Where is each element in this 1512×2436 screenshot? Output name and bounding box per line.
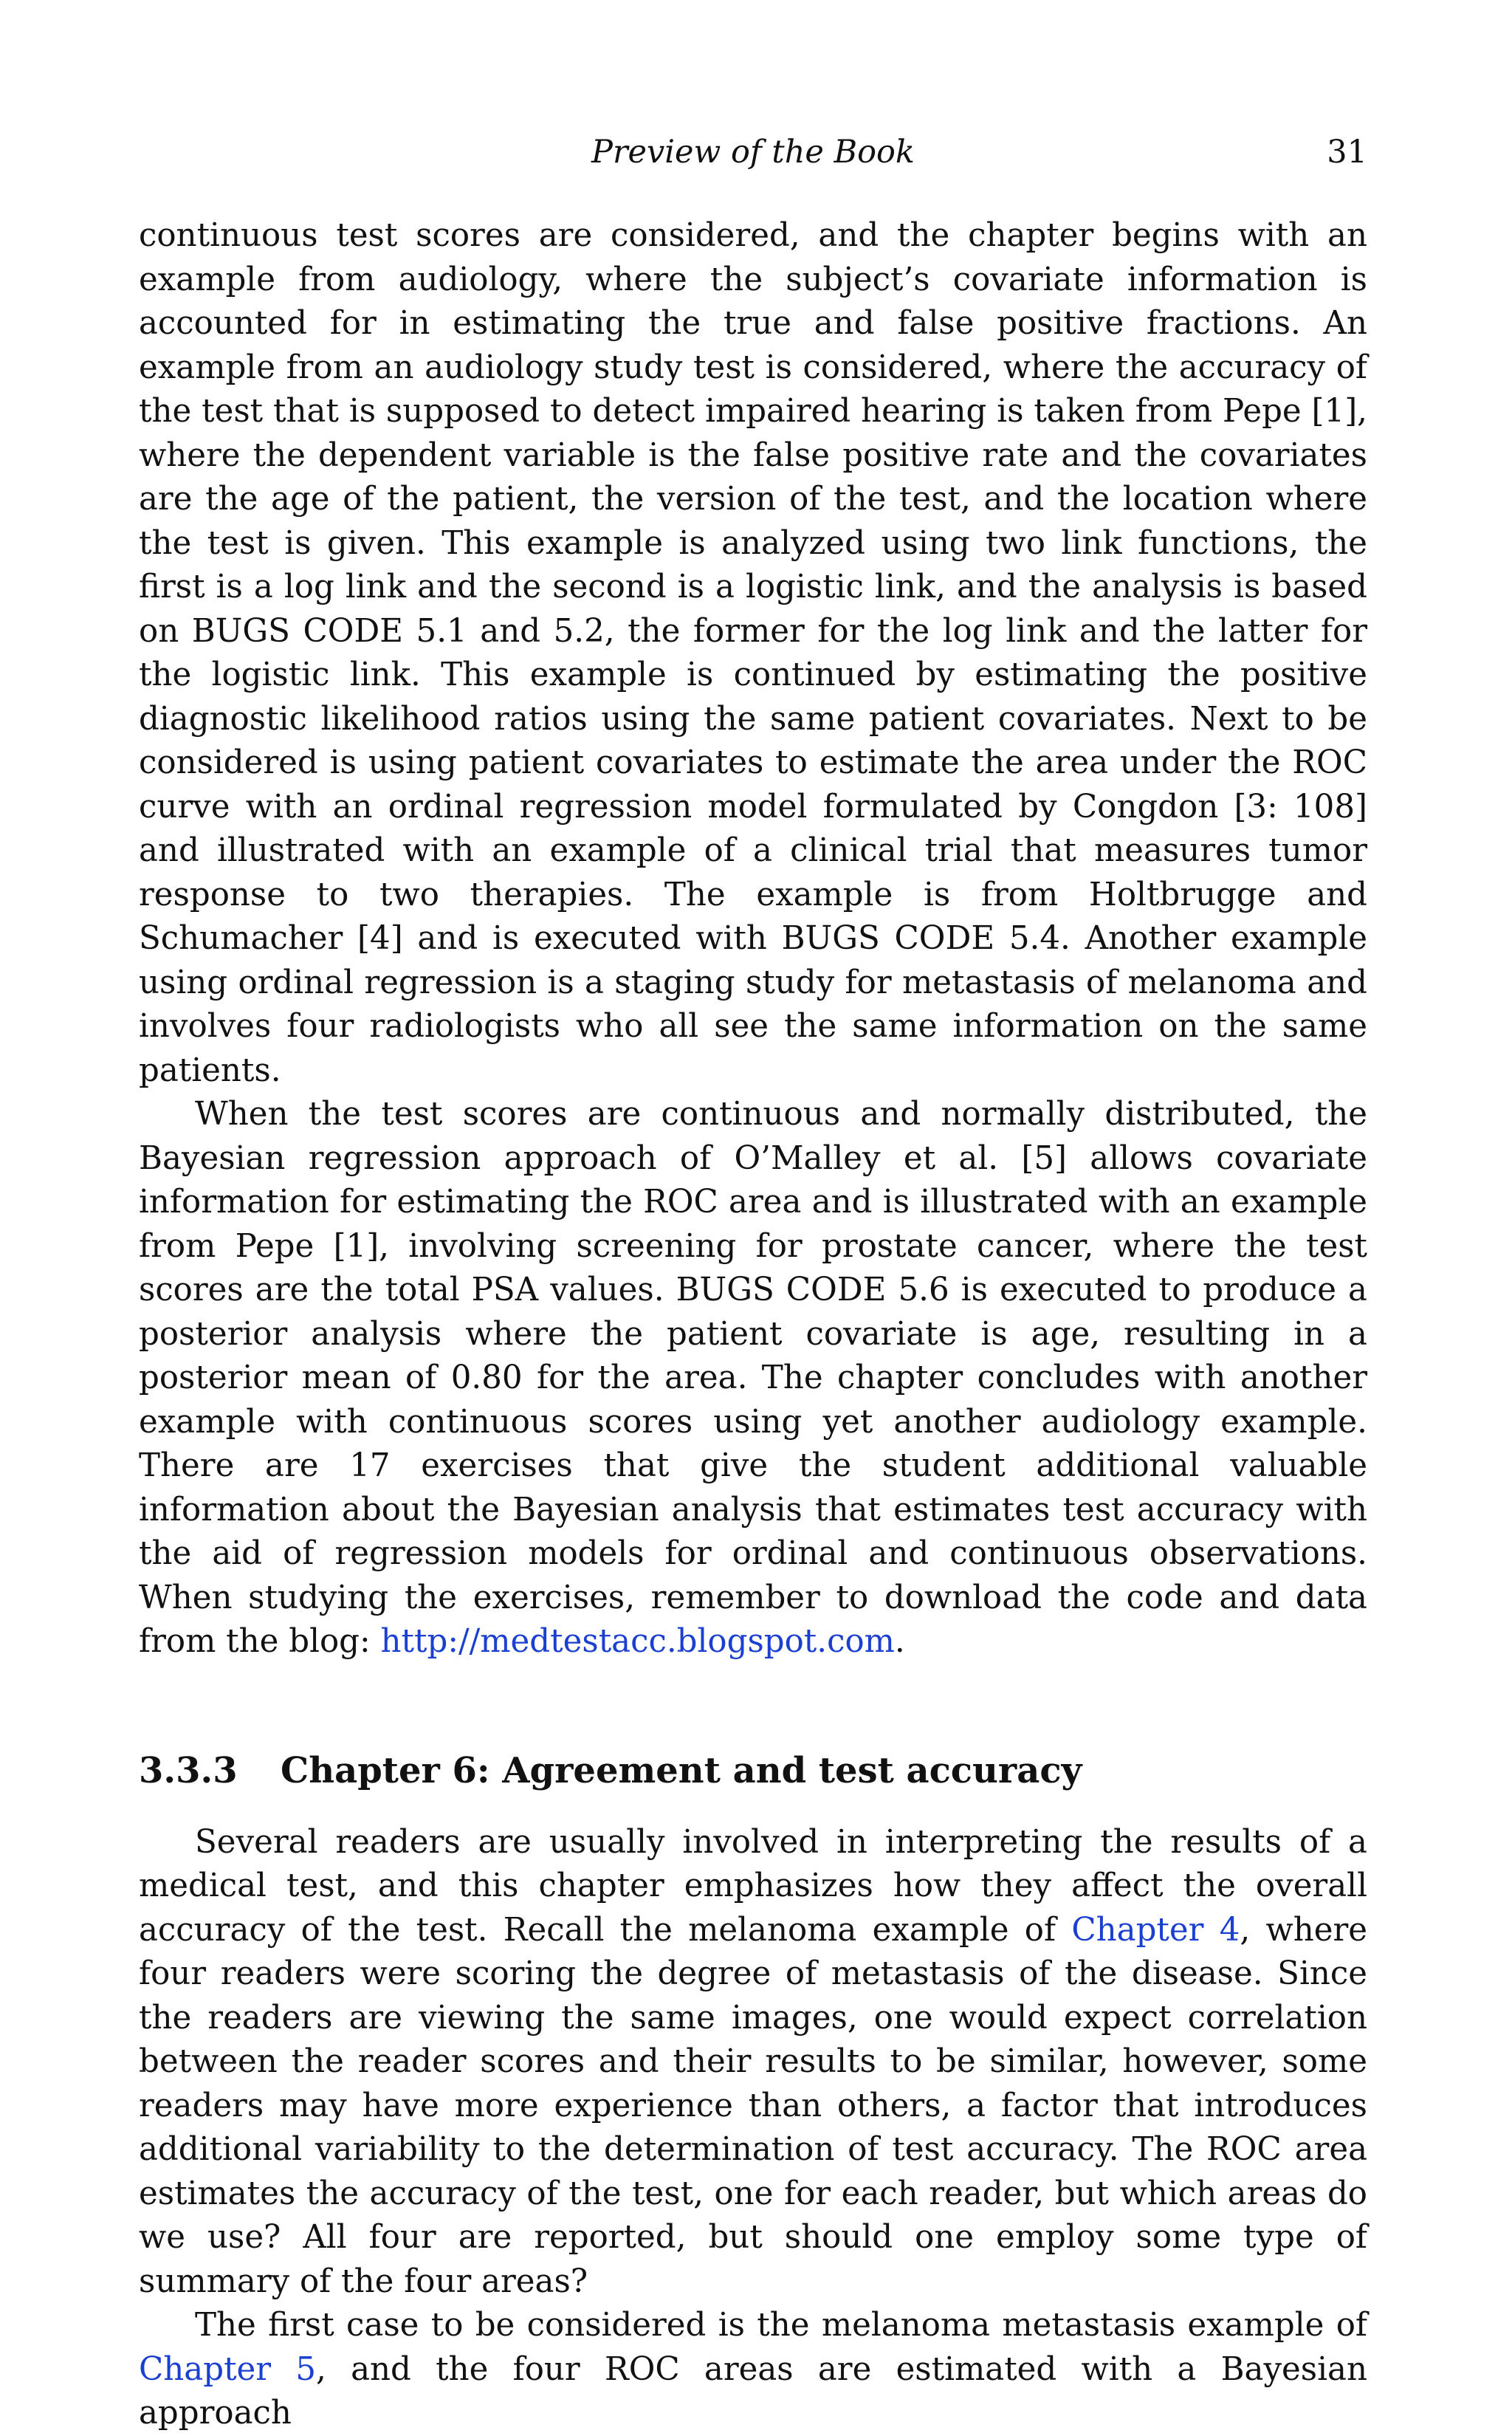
paragraph-chapter5-summary: continuous test scores are considered, and the chapter begins with an example from audiology, where the subject’s covariate information is accounted for in estimating the true and false positive fractions. An example from an audiology study test is considered, where the accuracy of the test that is supposed to detect impaired hearing is taken from Pepe [1], where the dependent variable is the false positive rate and the covariates are the age of the patient, the version of the test, and the location where the test is given. This example is analyzed using two link functions, the first is a log link and the second is a logistic link, and the analysis is based on BUGS CODE 5.1 and 5.2, the former for the log link and the latter for the logistic link. This example is continued by estimating the positive diagnostic likelihood ratios using the same patient covariates. Next to be considered is using patient covariates to estimate the area under the ROC curve with an ordinal regression model formulated by Congdon [3: 108] and illustrated with an example of a clinical trial that measures tumor response to two therapies. The example is from Holtbrugge and Schumacher [4] and is executed with BUGS CODE 5.4. Another example using ordinal regression is a staging study for metastasis of melanoma and involves four radiologists who all see the same information on the same patients. xyxy=(139,217,1367,1089)
running-header xyxy=(139,130,1367,174)
paragraph-end: . xyxy=(894,1623,905,1660)
section-number: 3.3.3 xyxy=(139,1749,238,1791)
page-number: 31 xyxy=(1327,134,1367,171)
paragraph-continuous-scores xyxy=(139,1093,1367,1664)
paragraph-text: The first case to be considered is the melanoma metastasis example of xyxy=(195,2307,1367,2344)
paragraph-text: , and the four ROC areas are estimated with a Bayesian approach xyxy=(139,2350,1367,2432)
blog-link[interactable]: http://medtestacc.blogspot.com xyxy=(380,1623,895,1660)
paragraph-melanoma-case xyxy=(139,2304,1367,2436)
paragraph-text: When the test scores are continuous and normally distributed, the Bayesian regression approach of O’Malley et al. [5] allows covariate information for estimating the ROC area and is illustrated with an example from Pepe [1], involving screening for prostate cancer, where the test scores are the total PSA values. BUGS CODE 5.6 is executed to produce a posterior analysis where the patient covariate is age, resulting in a posterior mean of 0.80 for the area. The chapter concludes with another example with continuous scores using yet another audiology example. There are 17 exercises that give the student additional valuable information about the Bayesian analysis that estimates test accuracy with the aid of regression models for ordinal and continuous observations. When studying the exercises, remember to download the code and data from the blog: xyxy=(139,1096,1367,1660)
paragraph-text: , where four readers were scoring the degree of metastasis of the disease. Since the readers are viewing the same images, one would expect correlation between the reader scores and their results to be similar, however, some readers may have more experience than others, a factor that introduces additional variability to the determination of test accuracy. The ROC area estimates the accuracy of the test, one for each reader, but which areas do we use? All four are reported, but should one employ some type of summary of the four areas? xyxy=(139,1911,1367,2300)
section-heading xyxy=(139,1747,1367,1794)
main-text xyxy=(139,214,1367,2436)
section-title: Chapter 6: Agreement and test accuracy xyxy=(281,1749,1082,1791)
paragraph-text: Several readers are usually involved in interpreting the results of a medical test, and this chapter emphasizes how they affect the overall accuracy of the test. Recall the melanoma example of xyxy=(139,1823,1367,1949)
chapter-5-link[interactable]: Chapter 5 xyxy=(139,2350,317,2388)
chapter-4-link[interactable]: Chapter 4 xyxy=(1071,1911,1240,1949)
paragraph-readers xyxy=(139,1821,1367,2305)
running-title: Preview of the Book xyxy=(591,134,915,171)
